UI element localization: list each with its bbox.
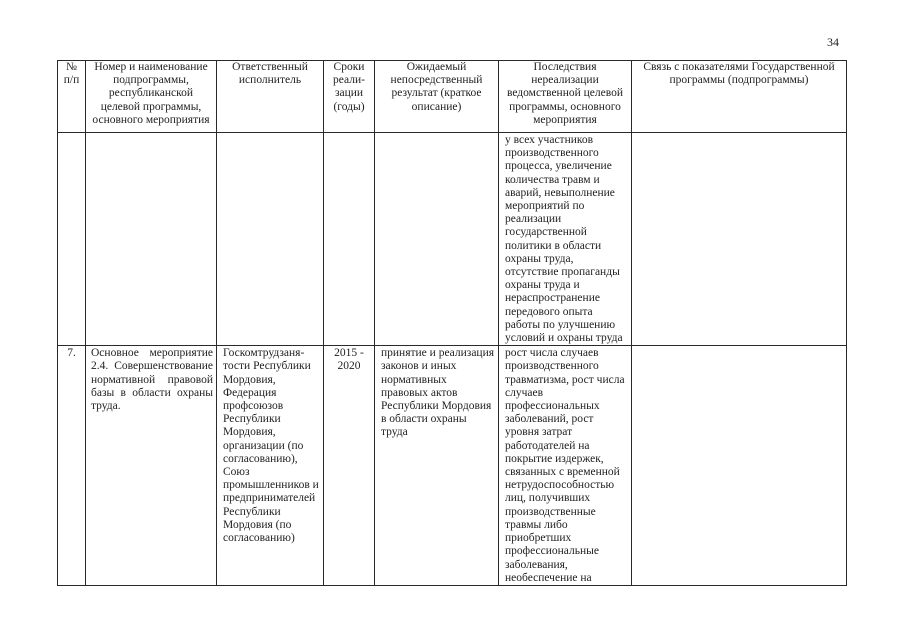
cell-consequences: рост числа случаев производственного травматизма, рост числа случаев профессиональных заболеваний, рост уровня затрат работодателей на покрытие издержек, связанных с временной нетрудоспособностью лиц, получивших производственные травмы либо приобретших профессиональные заболевания, необеспечение на [499,346,632,586]
header-number: № п/п [58,61,86,133]
name-line: нормативной правовой [91,373,213,386]
cell-result [375,133,499,346]
table-header-row [58,61,847,133]
name-line: Основное мероприятие [91,347,213,360]
cell-executor [217,133,324,346]
cell-number: 7. [58,346,86,586]
header-link: Связь с показателями Государственной программы (подпрограммы) [632,61,847,133]
cell-result: принятие и реализация законов и иных нормативных правовых актов Республики Мордовия в области охраны труда [375,346,499,586]
cell-link [632,133,847,346]
header-consequences: Последствия нереализации ведомственной целевой программы, основного мероприятия [499,61,632,133]
name-line: труда. [91,400,121,413]
header-executor: Ответственный исполнитель [217,61,324,133]
cell-period [324,133,375,346]
cell-name [86,346,217,586]
name-line: 2.4. Совершенствование [91,360,213,373]
header-period: Сроки реали- зации (годы) [324,61,375,133]
program-measures-table [57,60,847,586]
table-row [58,133,847,346]
cell-period: 2015 - 2020 [324,346,375,586]
table-row [58,346,847,586]
header-result: Ожидаемый непосредственный результат (краткое описание) [375,61,499,133]
page-number: 34 [827,35,839,49]
cell-number [58,133,86,346]
cell-name [86,133,217,346]
name-line: базы в области охраны [91,386,213,399]
header-name: Номер и наименование подпрограммы, республиканской целевой программы, основного мероприятия [86,61,217,133]
cell-consequences: у всех участников производственного процесса, увеличение количества травм и аварий, невыполнение мероприятий по реализации государственной политики в области охраны труда, отсутствие пропаганды охраны труда и нераспространение передового опыта работы по улучшению условий и охраны труда [499,133,632,346]
cell-executor: Госкомтрудзаня- тости Республики Мордовия, Федерация профсоюзов Республики Мордовия, организации (по согласованию), Союз промышленников и предпринимателей Республики Мордовия (по согласованию) [217,346,324,586]
cell-link [632,346,847,586]
